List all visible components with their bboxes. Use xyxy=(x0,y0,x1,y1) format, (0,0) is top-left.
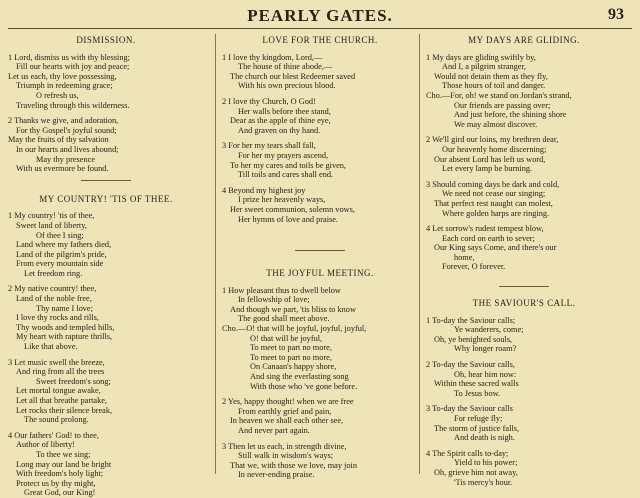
hymn-title: LOVE FOR THE CHURCH. xyxy=(262,35,378,45)
verse-line: From earthly grief and pain, xyxy=(238,406,332,416)
verse-line: May the fruits of thy salvation xyxy=(8,135,109,145)
verse-line: My heart with rapture thrills, xyxy=(16,332,113,342)
hymn-my-country xyxy=(8,195,204,498)
stanza xyxy=(222,286,418,392)
section-rule xyxy=(499,286,549,287)
column-right xyxy=(426,34,622,487)
verse-line: For thy Gospel's joyful sound; xyxy=(16,125,117,135)
verse-line: With those who 've gone before. xyxy=(250,381,358,391)
verse-line: To thee we sing; xyxy=(36,449,91,459)
verse-line: In never-ending praise. xyxy=(238,470,315,480)
verse-line: Let freedom ring. xyxy=(24,268,83,278)
verse-line: The church our blest Redeemer saved xyxy=(230,71,356,81)
verse-line: The sound prolong. xyxy=(24,415,89,425)
verse-line: And though we part, 'tis bliss to know xyxy=(230,304,356,314)
verse-line: Those hours of toil and danger. xyxy=(442,81,546,91)
verse-line: 2 We'll gird our loins, my brethren dear, xyxy=(426,135,559,145)
stanza xyxy=(8,53,204,111)
verse-line: Land of the pilgrim's pride, xyxy=(16,249,107,259)
verse-line: Her sweet communion, solemn vows, xyxy=(230,204,355,214)
header-rule xyxy=(8,28,632,29)
verse-line: And just before, the shining shore xyxy=(454,110,567,120)
hymn-title: MY COUNTRY! 'TIS OF THEE. xyxy=(39,193,173,204)
verse-line: Where golden harps are ringing. xyxy=(442,208,550,218)
column-divider xyxy=(419,34,420,474)
stanza xyxy=(222,397,418,435)
verse-line: In our hearts and lives abound; xyxy=(16,144,119,154)
verse-line: Traveling through this wilderness. xyxy=(16,100,130,110)
verse-line: 3 Then let us each, in strength divine, xyxy=(222,441,347,451)
section-rule xyxy=(295,250,345,251)
verse-line: 2 I love thy Church, O God! xyxy=(222,96,316,106)
verse-line: In heaven we shall each other see, xyxy=(230,416,344,426)
verse-line: 2 Thanks we give, and adoration, xyxy=(8,116,119,126)
verse-line: 1 To-day the Saviour calls; xyxy=(426,315,516,325)
verse-line: The good shall meet above. xyxy=(238,314,330,324)
hymn-title: MY DAYS ARE GLIDING. xyxy=(468,35,580,45)
verse-line: 2 Yes, happy thought! when we are free xyxy=(222,397,354,407)
verse-line: Long may our land be bright xyxy=(16,459,112,469)
verse-line: Fill our hearts with joy and peace; xyxy=(16,62,130,72)
verse-line: The house of thine abode,— xyxy=(238,62,333,72)
verse-line: Oh, hear him now: xyxy=(454,369,517,379)
verse-line: 2 My native country! thee, xyxy=(8,284,97,294)
verse-line: Let all that breathe partake, xyxy=(16,396,107,405)
verse-line: Protect us by thy might, xyxy=(16,478,96,488)
verse-line: Let mortal tongue awake, xyxy=(16,386,101,396)
stanza xyxy=(426,135,622,173)
verse-line: And I, a pilgrim stranger, xyxy=(442,62,526,72)
verse-line: Sweet freedom's song; xyxy=(36,376,111,386)
verse-line: 1 My country! 'tis of thee, xyxy=(8,211,95,221)
verse-line: We may almost discover. xyxy=(454,119,538,129)
stanza xyxy=(426,404,622,442)
verse-line: 1 How pleasant thus to dwell below xyxy=(222,285,341,295)
verse-line: Thy woods and templed hills, xyxy=(16,322,115,332)
verse-line: In fellowship of love; xyxy=(238,295,310,305)
verse-line: Within these sacred walls xyxy=(434,379,519,389)
verse-line: 2 To-day the Saviour calls, xyxy=(426,360,515,370)
column-middle xyxy=(222,34,418,480)
verse-line: May thy presence xyxy=(36,154,95,164)
verse-line: And death is nigh. xyxy=(454,433,515,443)
verse-line: O refresh us, xyxy=(36,90,79,100)
verse-line: That perfect rest naught can molest, xyxy=(434,198,553,208)
stanza xyxy=(8,116,204,174)
verse-line: Of thee I sing; xyxy=(36,230,84,240)
verse-line: Our absent Lord has left us word, xyxy=(434,154,546,164)
verse-line: home, xyxy=(454,252,475,262)
verse-line: Why longer roam? xyxy=(454,344,517,354)
verse-line: 1 Lord, dismiss us with thy blessing; xyxy=(8,52,130,62)
verse-line: For her my prayers ascend, xyxy=(238,150,329,160)
verse-line: To Jesus bow. xyxy=(454,388,501,398)
hymn-joyful-meeting xyxy=(222,269,418,480)
stanza xyxy=(222,53,418,91)
verse-line: With his own precious blood. xyxy=(238,81,336,91)
verse-line: 1 My days are gliding swiftly by, xyxy=(426,52,536,62)
verse-line: 4 Our fathers' God! to thee, xyxy=(8,430,99,440)
verse-line: Cho.—For, oh! we stand on Jordan's strand, xyxy=(426,90,572,100)
stanza xyxy=(8,211,204,278)
verse-line: Let every lamp be burning. xyxy=(442,164,533,174)
column-divider xyxy=(215,34,216,474)
stanza xyxy=(426,224,622,272)
verse-line: From every mountain side xyxy=(16,259,104,269)
verse-line: Oh, ye benighted souls, xyxy=(434,334,513,344)
verse-line: On Canaan's happy shore, xyxy=(250,362,337,372)
verse-line: I love thy rocks and rills, xyxy=(16,313,99,323)
verse-line: 'Tis mercy's hour. xyxy=(454,477,513,487)
verse-line: Sweet land of liberty, xyxy=(16,220,87,230)
verse-line: And sing the everlasting song xyxy=(250,372,349,382)
verse-line: And ring from all the trees xyxy=(16,367,105,377)
hymn-days-gliding xyxy=(426,36,622,287)
verse-line: I prize her heavenly ways, xyxy=(238,195,326,205)
verse-line: To meet to part no more, xyxy=(250,352,332,362)
stanza xyxy=(426,316,622,354)
page-number: 93 xyxy=(608,6,624,23)
verse-line: Forever, O forever. xyxy=(442,262,506,272)
verse-line: Triumph in redeeming grace; xyxy=(16,81,113,91)
verse-line: Our heavenly home discerning; xyxy=(442,144,547,154)
column-left xyxy=(8,34,204,498)
verse-line: 3 Let music swell the breeze, xyxy=(8,357,105,367)
stanza xyxy=(222,442,418,480)
verse-line: Land of the noble free, xyxy=(16,294,92,304)
hymn-saviours-call xyxy=(426,299,622,487)
verse-line: Great God, our King! xyxy=(24,488,96,498)
stanza xyxy=(426,53,622,130)
stanza xyxy=(222,141,418,179)
verse-line: 4 Beyond my highest joy xyxy=(222,185,306,195)
verse-line: Thy name I love; xyxy=(36,303,93,313)
stanza xyxy=(8,284,204,351)
verse-line: To her my cares and toils be given, xyxy=(230,160,347,170)
stanza xyxy=(8,358,204,425)
hymn-title: DISMISSION. xyxy=(76,35,136,45)
verse-line: 1 I love thy kingdom, Lord,— xyxy=(222,52,323,62)
verse-line: Ye wanderers, come; xyxy=(454,325,524,335)
verse-line: And graven on thy hand. xyxy=(238,125,321,135)
verse-line: Oh, grieve him not away, xyxy=(434,467,518,477)
verse-line: Let rocks their silence break, xyxy=(16,405,113,415)
verse-line: Would not detain them as they fly, xyxy=(434,71,548,81)
verse-line: Her hymns of love and praise. xyxy=(238,214,338,224)
verse-line: 3 To-day the Saviour calls xyxy=(426,404,513,414)
verse-line: To meet to part no more, xyxy=(250,343,332,353)
verse-line: Our King says Come, and there's our xyxy=(434,243,557,253)
verse-line: With freedom's holy light; xyxy=(16,469,104,479)
verse-line: Her walls before thee stand, xyxy=(238,106,331,116)
verse-line: Each cord on earth to sever; xyxy=(442,233,535,243)
verse-line: Our friends are passing over; xyxy=(454,100,551,110)
stanza xyxy=(8,431,204,498)
stanza xyxy=(426,449,622,487)
verse-line: Land where my fathers died, xyxy=(16,240,112,250)
stanza xyxy=(426,360,622,398)
verse-line: Like that above. xyxy=(24,342,78,352)
running-title: PEARLY GATES. xyxy=(247,6,393,25)
hymn-dismission xyxy=(8,36,204,181)
verse-line: For refuge fly; xyxy=(454,414,503,423)
verse-line: Author of liberty! xyxy=(16,440,75,450)
verse-line: Cho.—O! that will be joyful, joyful, joyful, xyxy=(222,324,367,334)
stanza xyxy=(222,186,418,224)
verse-line: And never part again. xyxy=(238,426,310,435)
verse-line: Still walk in wisdom's ways; xyxy=(238,451,334,461)
verse-line: O! that will be joyful, xyxy=(250,333,323,343)
verse-line: With us evermore be found. xyxy=(16,164,109,174)
verse-line: 4 The Spirit calls to-day; xyxy=(426,448,509,458)
hymn-title: THE SAVIOUR'S CALL. xyxy=(472,298,576,309)
verse-line: That we, with those we love, may join xyxy=(230,460,357,470)
verse-line: Let us each, thy love possessing, xyxy=(8,71,117,81)
verse-line: We need not cease our singing; xyxy=(442,189,546,199)
verse-line: 3 For her my tears shall fall, xyxy=(222,141,316,151)
verse-line: 3 Should coming days be dark and cold, xyxy=(426,179,560,189)
section-rule xyxy=(81,180,131,181)
verse-line: Till toils and cares shall end. xyxy=(238,170,334,180)
hymn-title: THE JOYFUL MEETING. xyxy=(266,268,374,279)
hymn-love-for-church xyxy=(222,36,418,251)
verse-line: 4 Let sorrow's rudest tempest blow, xyxy=(426,224,544,234)
verse-line: Yield to his power; xyxy=(454,458,518,468)
stanza xyxy=(222,97,418,135)
stanza xyxy=(426,180,622,218)
verse-line: Dear as the apple of thine eye, xyxy=(230,116,331,126)
verse-line: The storm of justice falls, xyxy=(434,423,520,433)
